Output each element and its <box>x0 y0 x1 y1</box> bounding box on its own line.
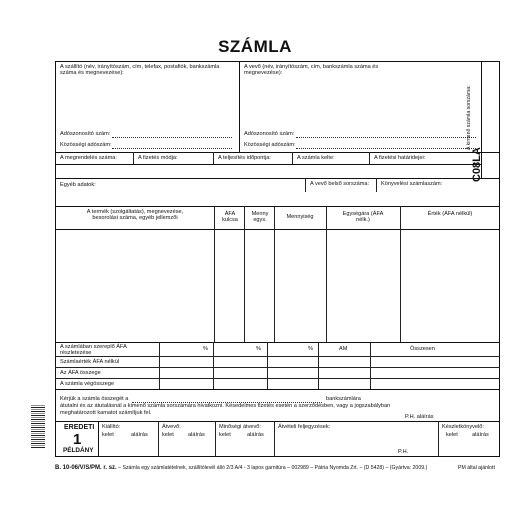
summary-line-2 <box>55 367 500 368</box>
issuer-date-label: kelet <box>102 432 114 438</box>
payment-deadline-label: A fizetési határidejei: <box>374 155 426 161</box>
delivery-date-label: A teljesítés időpontja: <box>218 155 271 161</box>
form-description: – Számla egy számlatételnek, szállítólevél álló 2/3 A/4 - 3 lapos garnitúra – 002989 – Pátria Nyomda Zrt. – (D 5428) – (Gyártva: 2009.) <box>118 465 428 471</box>
seller-tax-number-line[interactable] <box>112 137 232 138</box>
buyer-community-tax-line[interactable] <box>296 148 476 149</box>
form-code: B. 10-06/V/S/PM. r. sz. <box>55 465 117 471</box>
dates-divider-3 <box>292 152 293 164</box>
bank-account-label: bankszámlára <box>326 396 361 402</box>
dates-row-bottom <box>55 164 481 165</box>
vat-percent-2: % <box>256 346 261 352</box>
fb-divider-5 <box>438 421 439 457</box>
summary-line-3 <box>55 378 500 379</box>
receiver-label: Átvevő: <box>162 424 181 430</box>
buyer-tax-number-line[interactable] <box>296 137 476 138</box>
original-copy-label: EREDETI <box>64 424 95 431</box>
total-label: Összesen <box>410 346 435 352</box>
product-column-header: A termék (szolgáltatás), megnevezése, besorolási száma, egyéb jellemzői <box>86 209 184 222</box>
vat-percent-3: % <box>308 346 313 352</box>
fb-divider-3 <box>215 421 216 457</box>
footer-boxes-top <box>55 421 500 422</box>
fb-divider-2 <box>158 421 159 457</box>
other-data-label: Egyéb adatok: <box>60 182 96 188</box>
order-number-label: A megrendelés száma: <box>60 155 117 161</box>
invoice-date-label: A számla kelte: <box>297 155 335 161</box>
summary-top <box>55 342 500 343</box>
issuer-sign-label: aláírás <box>131 432 148 438</box>
other-row-bottom2 <box>55 206 500 207</box>
sum-divider-4 <box>318 342 319 389</box>
buyer-internal-number-label: A vevő belső sorszáma: <box>310 181 370 187</box>
stock-keeper-label: Készletkönyvelő: <box>442 424 484 430</box>
seller-label: A szállító (név, irányítószám, cím, telefax, postafiók, bankszámla száma és megnevezése): <box>60 64 220 77</box>
quantity-column-header: Mennyiség <box>286 214 314 220</box>
sum-divider-1 <box>159 342 160 389</box>
remarks-ph-label: P.H. <box>398 449 409 455</box>
buyer-label: A vevő (név, irányítószám, cím, bankszámla száma és megnevezése): <box>244 64 379 77</box>
vat-percent-1: % <box>203 346 208 352</box>
summary-bottom <box>55 389 500 390</box>
other-divider-1 <box>305 178 306 192</box>
gross-total-label: A számla végösszege <box>60 381 115 387</box>
buyer-community-tax-label: Közösségi adószám: <box>244 142 296 148</box>
ph-signature-label: P.H. aláírás <box>405 414 434 420</box>
dates-divider-1 <box>133 152 134 164</box>
quality-date-label: kelet <box>219 432 231 438</box>
recommendation-note: PM által ajánlott <box>458 465 495 471</box>
page-title: SZÁMLA <box>218 37 292 56</box>
payment-request-line-1: Kérjük a számla összegét a <box>60 396 129 402</box>
invoice-form-code: C08LA <box>471 147 483 182</box>
other-divider-2 <box>376 178 377 192</box>
vat-rate-column-header: ÁFA kulcsa <box>222 211 238 224</box>
sum-divider-3 <box>267 342 268 389</box>
other-row-bottom <box>55 178 500 179</box>
dates-row-top <box>55 152 500 153</box>
receiver-date-label: kelet <box>162 432 174 438</box>
seller-tax-number-label: Adószonosító szám: <box>60 131 111 137</box>
copy-number: 1 <box>73 431 82 448</box>
quality-receiver-label: Minőségi átvevő: <box>219 424 261 430</box>
copy-label: PÉLDÁNY <box>63 447 94 454</box>
net-value-label: Számlaérték ÁFA nélkül <box>60 359 120 365</box>
payment-method-label: A fizetés módja: <box>138 155 178 161</box>
buyer-tax-number-label: Adószonosító szám: <box>244 131 295 137</box>
sum-divider-2 <box>213 342 214 389</box>
value-column-header: Érték (ÁFA nélkül) <box>427 211 473 217</box>
unit-price-column-header: Egységára (ÁFA nélk.) <box>342 211 384 224</box>
receipt-remarks-label: Átvételi feljegyzések: <box>278 424 331 430</box>
am-label: AM <box>339 346 348 352</box>
vat-breakdown-label: A számlában szereplő ÁFA részletezése <box>60 344 127 357</box>
issuer-label: Kiállító: <box>102 424 121 430</box>
dates-divider-4 <box>369 152 370 164</box>
quality-sign-label: aláírás <box>247 432 264 438</box>
sum-divider-5 <box>370 342 371 389</box>
dates-divider-2 <box>213 152 214 164</box>
receiver-sign-label: aláírás <box>188 432 205 438</box>
seller-buyer-divider <box>239 61 240 152</box>
seller-community-tax-label: Közösségi adószám: <box>60 142 112 148</box>
barcode-icon <box>31 404 45 448</box>
invoice-serial-label: A kimenő számla sorszáma: <box>466 85 472 150</box>
fb-divider-4 <box>274 421 275 457</box>
seller-community-tax-line[interactable] <box>112 148 232 149</box>
invoice-items-area[interactable] <box>56 230 499 342</box>
vat-amount-label: Az ÁFA összege <box>60 370 101 376</box>
unit-column-header: Menny egys. <box>251 211 269 224</box>
form-footer <box>55 465 427 471</box>
stock-date-label: kelet <box>446 432 458 438</box>
fb-divider-1 <box>98 421 99 457</box>
stock-sign-label: aláírás <box>472 432 489 438</box>
ledger-account-label: Könyvelési számlaszám: <box>381 181 443 187</box>
payment-request-line-2: átutalni és az átutalásnál a kimenő számla sorszámára hivatkozni. Késedelmes fizetés esetén a szerződésben, vagy a jogszabályban <box>60 403 391 409</box>
payment-request-line-3: meghatározott kamatot számítjuk fel. <box>60 410 152 416</box>
